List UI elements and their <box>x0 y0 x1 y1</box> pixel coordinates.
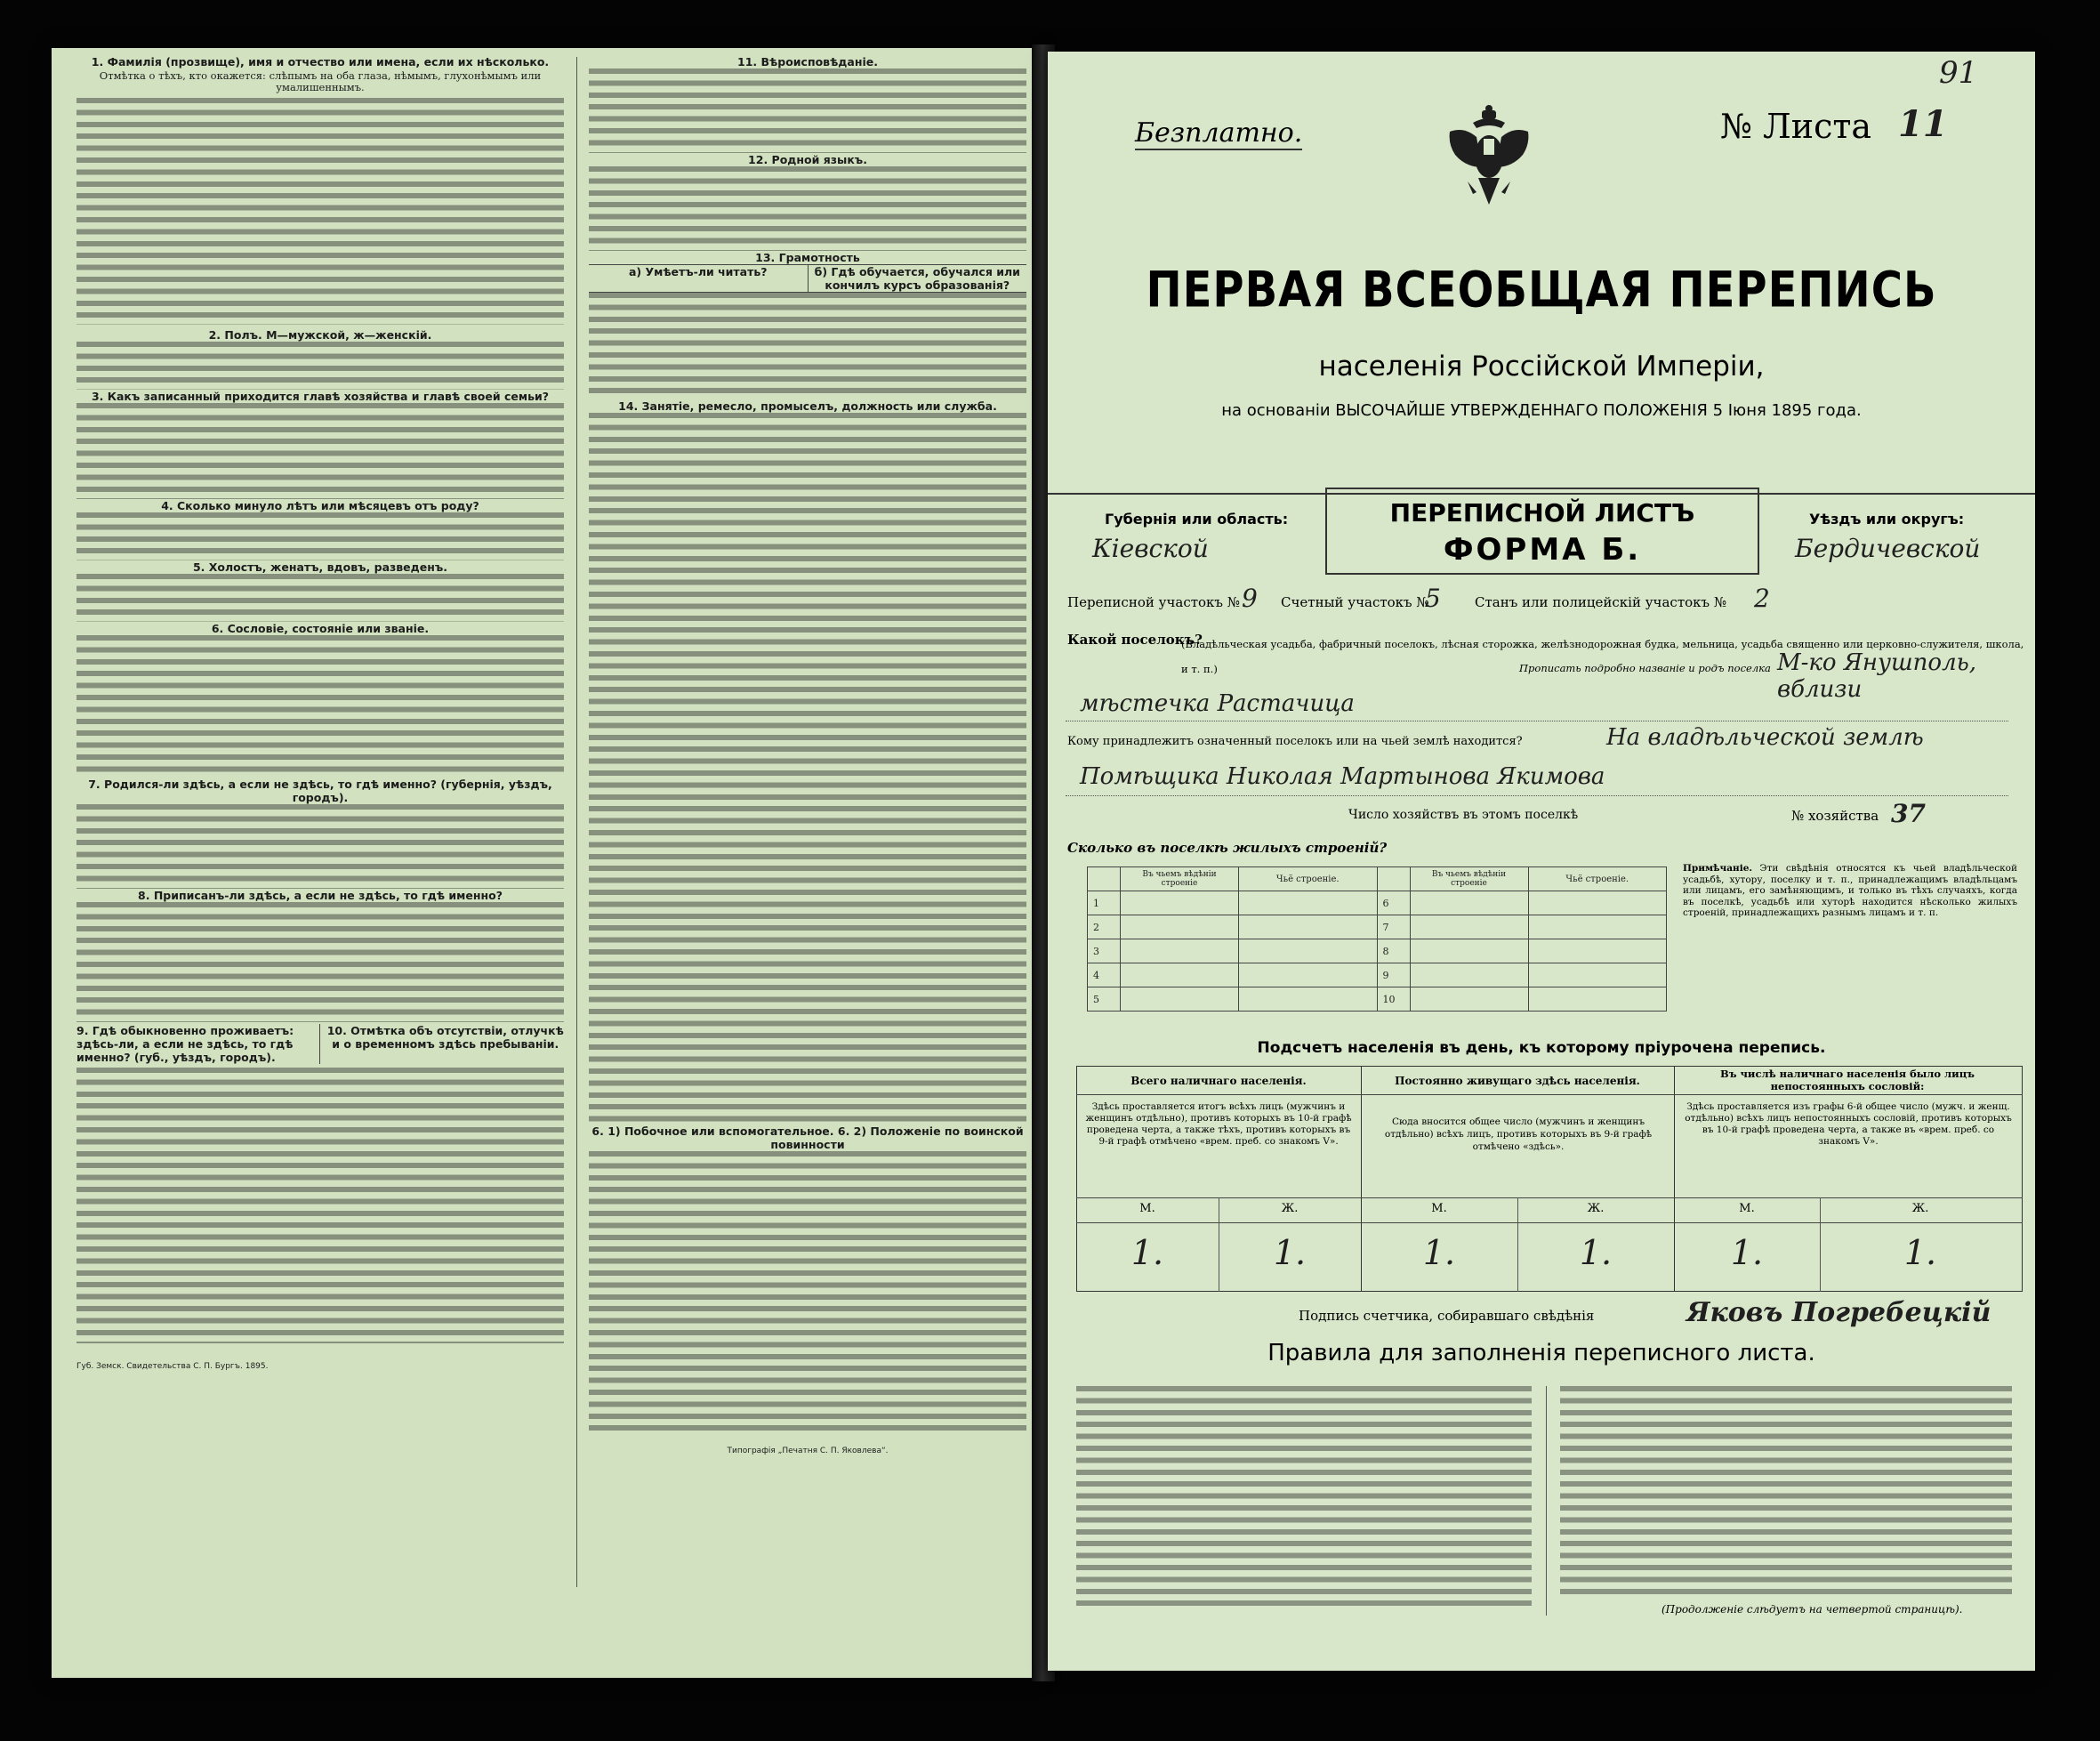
settlement-value-2: мѣстечка Растачица <box>1080 690 1355 717</box>
section-8-title: 8. Приписанъ-ли здѣсь, а если не здѣсь, то гдѣ именно? <box>138 888 503 902</box>
section-13b: б) Гдѣ обучается, обучался или кончилъ курсъ образованія? <box>814 265 1020 292</box>
summary-col3-desc: Здѣсь проставляется изъ графы 6-й общее число (мужч. и женщ. отдѣльно) всѣхъ лицъ непостоянныхъ сословій, противъ которыхъ въ 10-й графѣ проведена черта, а также въ «врем. преб. со знакомъ V». <box>1685 1101 2012 1147</box>
section-11-text <box>589 69 1026 153</box>
section-4-text <box>76 512 564 560</box>
section-9-text <box>76 1068 564 1343</box>
page-number: 91 <box>1939 55 1978 91</box>
eagle-emblem-icon <box>1446 105 1532 208</box>
section-6-title: 6. Сословіе, состояніе или званіе. <box>211 621 430 635</box>
dwellings-table <box>1087 866 1667 1012</box>
value-total-female: 1. <box>1273 1233 1307 1272</box>
section-5-text <box>76 574 564 622</box>
census-title: ПЕРВАЯ ВСЕОБЩАЯ ПЕРЕПИСЬ <box>1146 261 1937 319</box>
section-1-title: 1. Фамилія (прозвище), имя и отчество или имена, если их нѣсколько. <box>91 55 550 69</box>
district-label: Уѣздъ или округъ: <box>1809 511 1965 528</box>
section-5-title: 5. Холостъ, женатъ, вдовъ, разведенъ. <box>192 560 448 574</box>
dwellings-header-owner: Чьё строеніе. <box>1239 867 1378 891</box>
summary-col3-header: Въ числѣ наличнаго населенія было лицъ непостоянныхъ сословій: <box>1719 1068 1975 1092</box>
form-title: ПЕРЕПИСНОЙ ЛИСТЪ <box>1389 498 1695 528</box>
male-label: М. <box>1739 1202 1755 1215</box>
section-10-title: 10. Отмѣтка объ отсутствіи, отлучкѣ и о временномъ здѣсь пребываніи. <box>326 1023 564 1051</box>
section-13a: а) Умѣетъ-ли читать? <box>589 265 809 292</box>
left-footer: Губ. Земск. Свидетельства С. П. Бургъ. 1895. <box>76 1361 269 1371</box>
section-3-text <box>76 403 564 499</box>
right-page <box>1048 52 2035 1671</box>
district-value: Бердичевской <box>1795 534 1981 563</box>
rules-column-2 <box>1560 1386 2012 1600</box>
section-11-title: 11. Вѣроисповѣданіе. <box>737 55 878 69</box>
remark-text: Эти свѣдѣнія относятся къ чьей владѣльческой усадьбѣ, хутору, поселку и т. п., принадлежащимъ владѣльцамъ или лицамъ, его замѣняющимъ, и только въ тѣхъ случаяхъ, когда въ поселкѣ, усадьбѣ или хуторѣ находится нѣсколько жилыхъ строеній, принадлежащихъ разнымъ лицамъ и т. п. <box>1683 863 2017 919</box>
summary-col1-desc: Здѣсь проставляется итогъ всѣхъ лицъ (мужчинъ и женщинъ отдѣльно), противъ которыхъ въ 10-й графѣ проведена черта, а также тѣхъ, противъ которыхъ въ 9-й графѣ отмѣчено «врем. преб. со знакомъ V». <box>1085 1101 1352 1147</box>
signature-value: Яковъ Погребецкій <box>1686 1297 1991 1328</box>
section-8-text <box>76 902 564 1022</box>
household-number-value: 37 <box>1891 799 1926 828</box>
table-row <box>1088 891 1667 915</box>
summary-col2-header: Постоянно живущаго здѣсь населенія. <box>1395 1075 1640 1087</box>
remark-title: Примѣчаніе. <box>1683 863 1753 874</box>
sheet-number-label: № Листа <box>1720 107 1872 146</box>
row-number: 1 <box>1088 891 1121 915</box>
section-15-text <box>589 1151 1026 1431</box>
value-permanent-male: 1. <box>1422 1233 1456 1272</box>
section-4-title: 4. Сколько минуло лѣтъ или мѣсяцевъ отъ роду? <box>161 498 479 512</box>
count-area-label: Счетный участокъ № <box>1281 594 1429 610</box>
land-value-1: На владѣльческой землѣ <box>1606 724 1924 751</box>
table-row <box>1088 987 1667 1012</box>
rules-column-1 <box>1076 1386 1532 1612</box>
section-1-body: Отмѣтка о тѣхъ, кто окажется: слѣпымъ на оба глаза, нѣмымъ, глухонѣмымъ или умалишеннымъ. <box>99 69 542 94</box>
households-label: Число хозяйствъ въ этомъ поселкѣ <box>1348 808 1579 822</box>
count-area-value: 5 <box>1425 584 1441 613</box>
settlement-name-label: Прописать подробно названіе и родъ поселка <box>1519 662 1771 674</box>
police-label: Станъ или полицейскій участокъ № <box>1475 594 1727 610</box>
row-number: 4 <box>1088 963 1121 987</box>
section-7-text <box>76 804 564 889</box>
settlement-note: (Владѣльческая усадьба, фабричный поселокъ, лѣсная сторожка, желѣзнодорожная будка, мельница, усадьба священно или церковно-служителя, школа, и т. п.) <box>1181 638 2024 675</box>
section-13-text <box>589 293 1026 399</box>
settlement-value-1: М-ко Янушполь, вблизи <box>1777 649 1977 703</box>
row-number: 6 <box>1377 891 1410 915</box>
dwellings-header-owner-2: Чьё строеніе. <box>1528 867 1667 891</box>
land-value-2: Помѣщика Николая Мартынова Якимова <box>1080 763 1605 790</box>
table-row <box>1088 939 1667 963</box>
rules-continue: (Продолженіе слѣдуетъ на четвертой страницѣ). <box>1661 1603 1963 1616</box>
row-number: 8 <box>1377 939 1410 963</box>
census-basis: на основаніи ВЫСОЧАЙШЕ УТВЕРЖДЕННАГО ПОЛОЖЕНІЯ 5 Іюня 1895 года. <box>1221 401 1862 420</box>
land-rule <box>1066 795 2008 796</box>
male-label: М. <box>1139 1202 1155 1215</box>
rules-title: Правила для заполненія переписного листа. <box>1267 1340 1815 1366</box>
summary-row-rule <box>1076 1094 2023 1095</box>
free-label: Безплатно. <box>1135 117 1303 149</box>
female-label: Ж. <box>1281 1202 1299 1215</box>
section-12-title: 12. Родной языкъ. <box>748 153 867 166</box>
value-permanent-female: 1. <box>1579 1233 1613 1272</box>
summary-title: Подсчетъ населенія въ день, къ которому пріурочена перепись. <box>1257 1039 1826 1057</box>
section-15-title: 6. 1) Побочное или вспомогательное. 6. 2) Положеніе по воинской повинности <box>591 1124 1024 1151</box>
male-label: М. <box>1431 1202 1447 1215</box>
section-6-text <box>76 635 564 778</box>
census-subtitle: населенія Россійской Имперіи, <box>1318 351 1765 383</box>
form-name: ФОРМА Б. <box>1443 532 1642 568</box>
instructions-column-1 <box>76 55 564 1373</box>
police-value: 2 <box>1754 584 1770 613</box>
summary-col2-desc: Сюда вносится общее число (мужчинъ и женщинъ отдѣльно) всѣхъ лицъ, противъ которыхъ въ 9-й графѣ отмѣчено «здѣсь». <box>1384 1116 1653 1152</box>
dwellings-header-left: Въ чьемъ вѣдѣніи строеніе <box>1121 867 1239 891</box>
summary-col1-header: Всего наличнаго населенія. <box>1130 1075 1307 1087</box>
section-3-title: 3. Какъ записанный приходится главѣ хозяйства и главѣ своей семьи? <box>91 389 550 403</box>
section-2-title: 2. Полъ. М—мужской, ж—женскій. <box>208 327 432 342</box>
female-label: Ж. <box>1587 1202 1605 1215</box>
census-area-value: 9 <box>1242 584 1258 613</box>
value-total-male: 1. <box>1130 1233 1164 1272</box>
table-row <box>1088 963 1667 987</box>
row-number: 7 <box>1377 915 1410 939</box>
row-number: 10 <box>1377 987 1410 1012</box>
province-value: Кіевской <box>1092 534 1209 563</box>
signature-label: Подпись счетчика, собиравшаго свѣдѣнія <box>1299 1308 1595 1324</box>
rules-divider <box>1546 1386 1547 1616</box>
land-label: Кому принадлежитъ означенный поселокъ или на чьей землѣ находится? <box>1067 735 1523 748</box>
instructions-column-2 <box>589 55 1026 1457</box>
household-number-label: № хозяйства <box>1791 808 1879 824</box>
section-12-text <box>589 166 1026 251</box>
remark <box>1683 863 2017 919</box>
section-1-text <box>76 98 564 325</box>
section-14-title: 14. Занятіе, ремесло, промыселъ, должность или служба. <box>618 399 997 413</box>
section-2-text <box>76 342 564 390</box>
settlement-label: Какой поселокъ? <box>1067 632 1203 648</box>
right-column-footer: Типографія „Печатня С. П. Яковлева“. <box>727 1447 889 1455</box>
value-transient-male: 1. <box>1730 1233 1764 1272</box>
census-area-label: Переписной участокъ № <box>1067 594 1240 610</box>
dwellings-label: Сколько въ поселкѣ жилыхъ строеній? <box>1067 840 1388 856</box>
row-number: 5 <box>1088 987 1121 1012</box>
province-label: Губернія или область: <box>1105 511 1289 528</box>
female-label: Ж. <box>1911 1202 1929 1215</box>
section-9-title: 9. Гдѣ обыкновенно проживаетъ: здѣсь-ли, а если не здѣсь, то гдѣ именно? (губ., уѣздъ, городъ). <box>76 1024 320 1064</box>
row-number: 2 <box>1088 915 1121 939</box>
table-row <box>1088 915 1667 939</box>
sheet-number-value: 11 <box>1898 103 1948 145</box>
column-divider <box>576 57 577 1587</box>
section-14-text <box>589 413 1026 1124</box>
row-number: 9 <box>1377 963 1410 987</box>
row-number: 3 <box>1088 939 1121 963</box>
section-7-title: 7. Родился-ли здѣсь, а если не здѣсь, то гдѣ именно? (губернія, уѣздъ, городъ). <box>88 777 552 804</box>
value-transient-female: 1. <box>1903 1233 1937 1272</box>
section-13-title: 13. Грамотность <box>755 251 860 264</box>
left-page <box>52 48 1039 1678</box>
dwellings-header-left-2: Въ чьемъ вѣдѣніи строеніе <box>1410 867 1528 891</box>
